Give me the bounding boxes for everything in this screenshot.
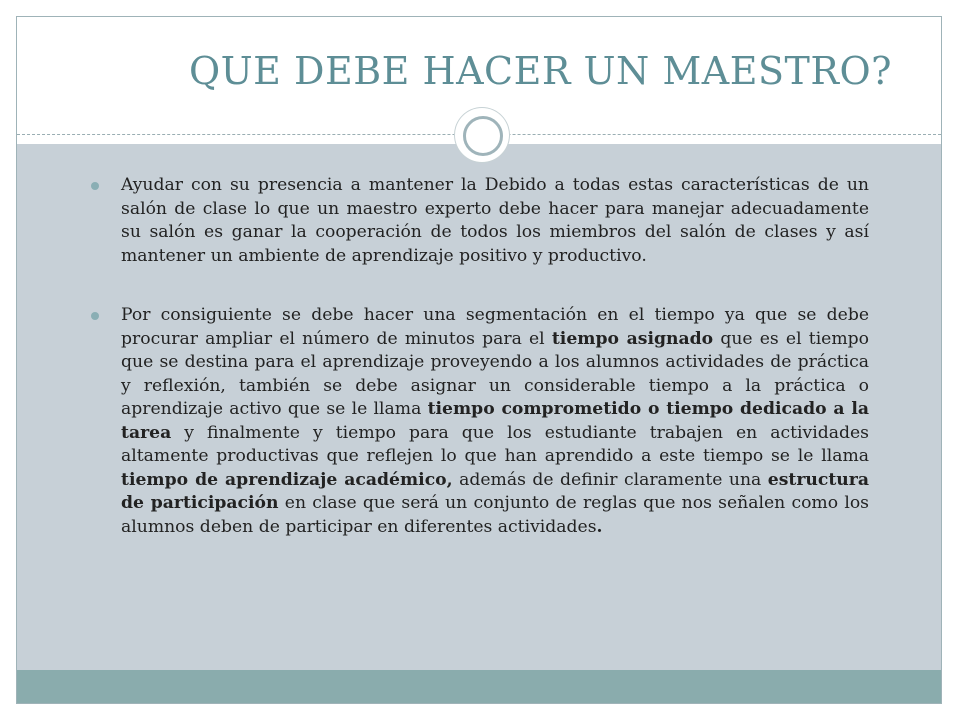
bullet-item (91, 304, 869, 539)
bullet-list (91, 174, 869, 539)
bullet-period: . (596, 516, 603, 537)
circle-ornament-icon (455, 108, 509, 162)
bullet-text: Ayudar con su presencia a mantener la Debido a todas estas características de un salón de clase lo que un maestro experto debe hacer para manejar adecuadamente su salón es ganar la cooperación de todos los miembros del salón de clases y así mantener un ambiente de aprendizaje positivo y productivo. (121, 175, 869, 266)
bullet-term: estructura de participación (121, 469, 869, 513)
bullet-term: tiempo comprometido o tiempo dedicado a la tarea (121, 399, 869, 443)
bullet-item (91, 174, 869, 268)
slide-title: QUE DEBE HACER UN MAESTRO? (189, 49, 892, 93)
content-area (17, 144, 941, 670)
slide (16, 16, 942, 704)
bullet-text: Por consiguiente se debe hacer una segmentación en el tiempo ya que se debe procurar ampliar el número de minutos para el (121, 305, 869, 349)
bullet-dot-icon (91, 182, 99, 190)
bullet-text: y finalmente y tiempo para que los estudiante trabajen en actividades altamente productivas que reflejen lo que han aprendido a este tiempo se le llama (121, 422, 869, 466)
bullet-text: además de definir claramente una (452, 469, 768, 490)
bullet-dot-icon (91, 312, 99, 320)
bullet-text: que es el tiempo que se destina para el aprendizaje proveyendo a los alumnos actividades de práctica y reflexión, también se debe asignar un considerable tiempo a la práctica o aprendizaje activo que se le llama (121, 328, 870, 419)
footer-bar (17, 670, 941, 703)
bullet-term: tiempo de aprendizaje académico, (121, 469, 453, 490)
bullet-text: en clase que será un conjunto de reglas que nos señalen como los alumnos deben de participar en diferentes actividades (121, 493, 870, 537)
bullet-term: tiempo asignado (551, 328, 714, 349)
